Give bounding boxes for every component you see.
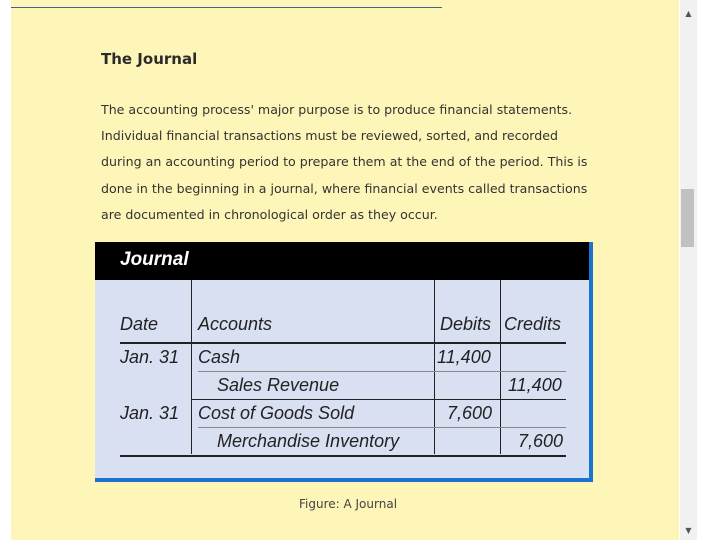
header-credits: Credits [504,314,562,334]
row-date: Jan. 31 [120,403,180,423]
scroll-down-arrow-icon[interactable]: ▼ [685,526,692,535]
paragraph-line: done in the beginning in a journal, where financial events called transactions [101,180,588,196]
figure-caption: Figure: A Journal [299,497,398,511]
header-debits: Debits [440,314,492,334]
top-divider [11,7,442,8]
section-heading: The Journal [101,50,198,68]
journal-table [95,280,593,482]
paragraph-line: Individual financial transactions must be reviewed, sorted, and recorded [101,128,558,144]
column-divider [191,280,192,454]
row-credit: 11,400 [508,375,562,395]
row-account: Merchandise Inventory [217,431,400,451]
header-rule [120,342,566,344]
row-rule [198,427,566,428]
row-account: Sales Revenue [217,375,340,395]
row-date: Jan. 31 [120,347,180,367]
journal-figure [95,242,593,482]
header-accounts: Accounts [198,314,273,334]
row-account: Cost of Goods Sold [198,403,355,423]
vertical-scrollbar[interactable] [680,0,697,540]
paragraph-line: are documented in chronological order as they occur. [101,206,438,222]
intro-paragraph [101,97,601,228]
journal-header-bar [95,242,593,280]
header-date: Date [120,314,159,334]
row-rule [198,371,566,372]
scroll-up-arrow-icon[interactable]: ▲ [685,9,692,18]
paragraph-line: The accounting process' major purpose is to produce financial statements. [101,102,573,117]
row-credit: 7,600 [518,431,564,451]
row-debit: 11,400 [437,347,491,367]
journal-title: Journal [120,249,189,270]
row-rule [191,399,566,400]
content-area [11,0,679,540]
row-account: Cash [198,347,241,367]
row-debit: 7,600 [447,403,493,423]
paragraph-line: during an accounting period to prepare them at the end of the period. This is [101,154,588,170]
scrollbar-thumb[interactable] [681,189,694,247]
table-bottom-rule [120,455,566,457]
